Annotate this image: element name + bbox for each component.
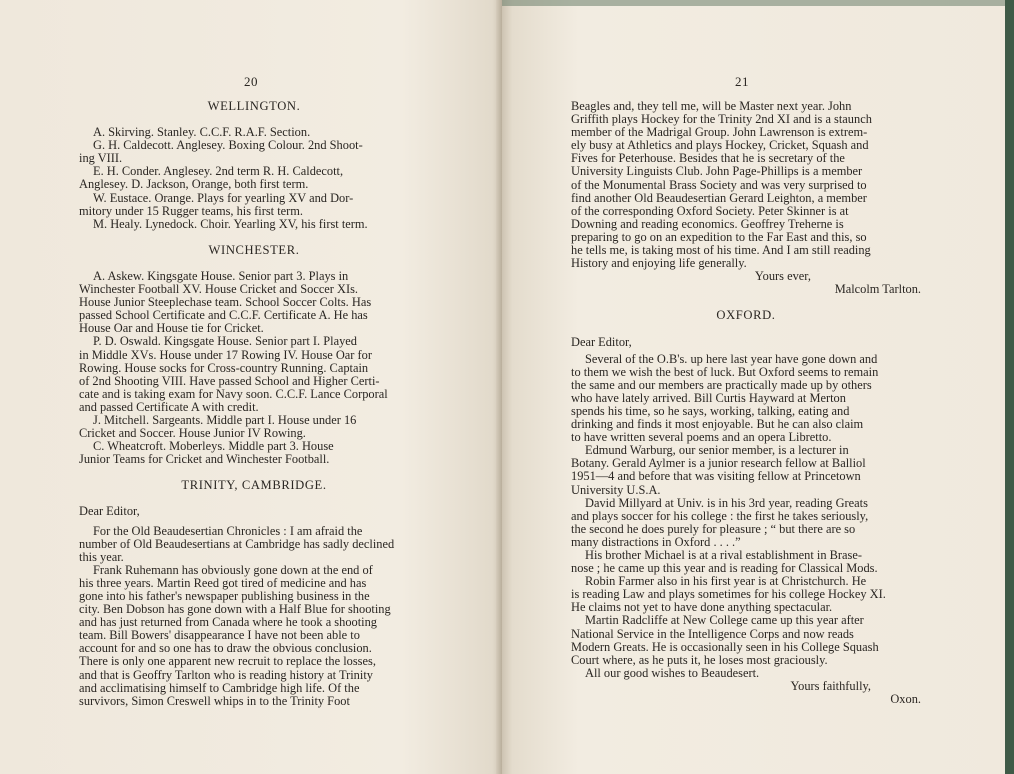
wellington-line: E. H. Conder. Anglesey. 2nd term R. H. Caldecott, [93, 164, 344, 179]
trinity-line: For the Old Beaudesertian Chronicles : I am afraid the [93, 523, 363, 538]
winchester-line: A. Askew. Kingsgate House. Senior part 3. Plays in [93, 268, 349, 283]
winchester-line: Cricket and Soccer. House Junior IV Rowing. [79, 426, 306, 441]
oxford-line: nose ; he came up this year and is reading for Classical Mods. [571, 561, 878, 576]
trinity-line: survivors, Simon Creswell whips in to the Trinity Foot [79, 693, 350, 708]
winchester-line: House Junior Steeplechase team. School Soccer Colts. Has [79, 295, 372, 310]
left-page-text [79, 100, 429, 708]
oxford-line: to have written several poems and an opera Libretto. [571, 430, 832, 445]
trinity-line: and has just returned from Canada where he took a shooting [79, 615, 377, 630]
trinity-heading: TRINITY, CAMBRIDGE. [181, 478, 327, 493]
trinity-line: this year. [79, 549, 124, 564]
right-page [502, 0, 1014, 774]
oxford-line: and plays soccer for his college : the first he takes seriously, [571, 508, 869, 523]
trinity-line: and acclimatising himself to Cambridge high life. Of the [79, 680, 360, 695]
oxford-line: spends his time, so he says, working, talking, eating and [571, 403, 850, 418]
trinity-line: of the corresponding Oxford Society. Peter Skinner is at [571, 203, 849, 218]
trinity-line: History and enjoying life generally. [571, 256, 747, 271]
oxford-closing: Yours faithfully, [790, 678, 871, 693]
left-page [0, 0, 502, 774]
trinity-line: of the Monumental Brass Society and was very surprised to [571, 177, 867, 192]
winchester-line: and passed Certificate A with credit. [79, 399, 259, 414]
trinity-line: Downing and reading economics. Geoffrey Treherne is [571, 216, 844, 231]
oxford-line: Court where, as he puts it, he loses most graciously. [571, 652, 828, 667]
oxford-line: the same and our members are practically made up by others [571, 377, 872, 392]
wellington-line: M. Healy. Lynedock. Choir. Yearling XV, his first term. [93, 216, 368, 231]
oxford-line: many distractions in Oxford . . . .” [571, 534, 741, 549]
trinity-line: he tells me, is taking most of his time. And I am still reading [571, 243, 871, 258]
trinity-line: and that is Geoffry Tarlton who is reading history at Trinity [79, 667, 373, 682]
winchester-line: in Middle XVs. House under 17 Rowing IV. House Oar for [79, 347, 372, 362]
oxford-line: Botany. Gerald Aylmer is a junior research fellow at Balliol [571, 456, 866, 471]
page-number-left: 20 [244, 74, 258, 89]
oxford-line: Martin Radcliffe at New College came up this year after [585, 613, 864, 628]
oxford-line: Edmund Warburg, our senior member, is a lecturer in [585, 443, 849, 458]
winchester-line: of 2nd Shooting VIII. Have passed School and Higher Certi- [79, 373, 380, 388]
oxford-line: David Millyard at Univ. is in his 3rd year, reading Greats [585, 495, 868, 510]
trinity-section [79, 525, 429, 708]
oxford-line: His brother Michael is at a rival establishment in Brase- [585, 548, 862, 562]
cover-top-edge [502, 0, 1014, 6]
winchester-section [79, 270, 429, 466]
right-page-text [571, 100, 921, 706]
oxford-line: drinking and finds it most enjoyable. But he can also claim [571, 417, 864, 432]
winchester-line: House Oar and House tie for Cricket. [79, 321, 264, 336]
trinity-continued [571, 100, 921, 296]
wellington-line: W. Eustace. Orange. Plays for yearling XV and Dor- [93, 190, 354, 205]
winchester-line: J. Mitchell. Sargeants. Middle part I. House under 16 [93, 412, 357, 427]
trinity-line: number of Old Beaudesertians at Cambridge has sadly declined [79, 536, 395, 551]
winchester-heading: WINCHESTER. [208, 242, 300, 257]
oxford-line: He claims not yet to have done anything spectacular. [571, 600, 833, 615]
winchester-line: cate and is taking exam for Navy soon. C.C.F. Lance Corporal [79, 386, 388, 401]
trinity-line: city. Ben Dobson has gone down with a Half Blue for shooting [79, 602, 391, 617]
wellington-line: ing VIII. [79, 151, 123, 166]
oxford-heading: OXFORD. [716, 308, 776, 323]
oxford-line: to them we wish the best of luck. But Oxford seems to remain [571, 364, 879, 379]
trinity-line: Fives for Peterhouse. Besides that he is secretary of the [571, 151, 845, 166]
trinity-line: team. Bill Bowers' disappearance I have not been able to [79, 628, 360, 643]
wellington-line: A. Skirving. Stanley. C.C.F. R.A.F. Section. [93, 125, 311, 140]
page-number-right: 21 [735, 74, 749, 89]
trinity-line: University Linguists Club. John Page-Phillips is a member [571, 164, 863, 179]
oxford-signature: Oxon. [890, 692, 921, 707]
wellington-heading: WELLINGTON. [207, 99, 301, 113]
trinity-salutation: Dear Editor, [79, 504, 140, 519]
winchester-line: Rowing. House socks for Cross-country Running. Captain [79, 360, 369, 375]
trinity-line: account for and so one has to draw the obvious conclusion. [79, 641, 372, 656]
trinity-signature: Malcolm Tarlton. [834, 282, 921, 297]
trinity-line: Frank Ruhemann has obviously gone down at the end of [93, 562, 373, 577]
trinity-line: preparing to go on an expedition to the Far East and this, so [571, 229, 867, 244]
trinity-line: gone into his father's newspaper publishing business in the [79, 589, 370, 603]
winchester-line: passed School Certificate and C.C.F. Certificate A. He has [79, 308, 368, 323]
oxford-line: the second he does purely for pleasure ; “ but there are so [571, 521, 856, 536]
trinity-line: Beagles and, they tell me, will be Master next year. John [571, 99, 852, 113]
wellington-line: mitory under 15 Rugger teams, his first term. [79, 203, 304, 218]
trinity-line: find another Old Beaudesertian Gerard Leighton, a member [571, 190, 867, 205]
trinity-line: ely busy at Athletics and plays Hockey, Cricket, Squash and [571, 138, 869, 153]
winchester-line: Winchester Football XV. House Cricket and Soccer XIs. [79, 282, 359, 297]
trinity-line: Griffith plays Hockey for the Trinity 2nd XI and is a staunch [571, 112, 872, 127]
oxford-line: Modern Greats. He is occasionally seen in his College Squash [571, 639, 879, 654]
wellington-section [79, 126, 429, 231]
oxford-line: National Service in the Intelligence Corps and now reads [571, 626, 854, 641]
book-cover-edge [1005, 0, 1014, 774]
oxford-line: Several of the O.B's. up here last year have gone down and [585, 351, 878, 366]
wellington-line: Anglesey. D. Jackson, Orange, both first term. [79, 177, 309, 192]
oxford-line: who have lately arrived. Bill Curtis Hayward at Merton [571, 390, 846, 405]
oxford-line: is reading Law and plays sometimes for his college Hockey XI. [571, 587, 886, 602]
trinity-line: member of the Madrigal Group. John Lawrenson is extrem- [571, 125, 868, 140]
winchester-line: Junior Teams for Cricket and Winchester Football. [79, 452, 330, 467]
oxford-line: Robin Farmer also in his first year is at Christchurch. He [585, 574, 867, 589]
winchester-line: C. Wheatcroft. Moberleys. Middle part 3. House [93, 439, 334, 454]
trinity-line: his three years. Martin Reed got tired of medicine and has [79, 575, 367, 590]
wellington-line: G. H. Caldecott. Anglesey. Boxing Colour. 2nd Shoot- [93, 138, 363, 153]
oxford-salutation: Dear Editor, [571, 334, 632, 349]
oxford-line: All our good wishes to Beaudesert. [585, 665, 760, 680]
oxford-line: 1951—4 and before that was visiting fellow at Princetown [571, 469, 861, 484]
oxford-section [571, 353, 921, 707]
trinity-line: There is only one apparent new recruit to replace the losses, [79, 654, 376, 669]
trinity-closing: Yours ever, [754, 269, 811, 284]
oxford-line: University U.S.A. [571, 482, 661, 497]
winchester-line: P. D. Oswald. Kingsgate House. Senior part I. Played [93, 334, 357, 349]
